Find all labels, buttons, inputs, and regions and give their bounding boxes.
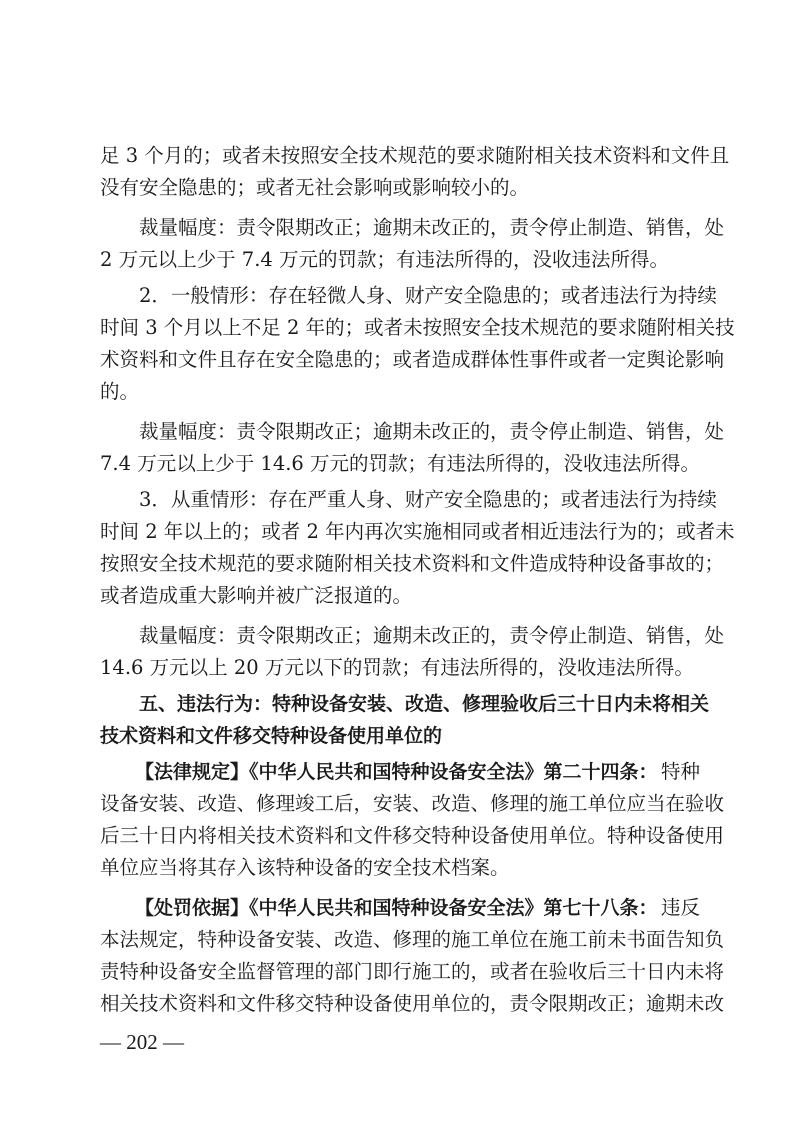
body-line: 后三十日内将相关技术资料和文件移交特种设备使用单位。特种设备使用 bbox=[100, 824, 725, 847]
penalty-basis-text: 违反 bbox=[660, 896, 700, 919]
body-line: 设备安装、改造、修理竣工后，安装、改造、修理的施工单位应当在验收 bbox=[100, 792, 725, 815]
body-line: 的。 bbox=[100, 380, 140, 403]
body-line: 时间 2 年以上的；或者 2 年内再次实施相同或者相近违法行为的；或者未 bbox=[100, 520, 735, 543]
body-line: 足 3 个月的；或者未按照安全技术规范的要求随附相关技术资料和文件且 bbox=[100, 144, 730, 167]
section-heading: 五、违法行为：特种设备安装、改造、修理验收后三十日内未将相关 bbox=[139, 693, 710, 715]
body-line: 单位应当将其存入该特种设备的安全技术档案。 bbox=[100, 856, 510, 879]
penalty-basis-line bbox=[135, 894, 700, 922]
body-line: 按照安全技术规范的要求随附相关技术资料和文件造成特种设备事故的； bbox=[100, 552, 725, 575]
page-number: — 202 — bbox=[100, 1030, 184, 1054]
body-line: 没有安全隐患的；或者无社会影响或影响较小的。 bbox=[100, 176, 530, 199]
body-line: 裁量幅度：责令限期改正；逾期未改正的，责令停止制造、销售，处 bbox=[139, 420, 725, 443]
body-line: 术资料和文件且存在安全隐患的；或者造成群体性事件或者一定舆论影响 bbox=[100, 348, 725, 371]
body-line: 2．一般情形：存在轻微人身、财产安全隐患的；或者违法行为持续 bbox=[139, 284, 717, 307]
law-provision-heading: 【法律规定】《中华人民共和国特种设备安全法》第二十四条： bbox=[135, 761, 658, 783]
law-provision-line bbox=[135, 758, 700, 786]
section-heading: 技术资料和文件移交特种设备使用单位的 bbox=[100, 725, 443, 747]
body-line: 时间 3 个月以上不足 2 年的；或者未按照安全技术规范的要求随附相关技 bbox=[100, 316, 735, 339]
body-line: 相关技术资料和文件移交特种设备使用单位的，责令限期改正；逾期未改 bbox=[100, 992, 725, 1015]
body-line: 责特种设备安全监督管理的部门即行施工的，或者在验收后三十日内未将 bbox=[100, 960, 725, 983]
body-line: 3．从重情形：存在严重人身、财产安全隐患的；或者违法行为持续 bbox=[139, 488, 717, 511]
body-line: 2 万元以上少于 7.4 万元的罚款；有违法所得的，没收违法所得。 bbox=[100, 248, 670, 271]
penalty-basis-heading: 【处罚依据】《中华人民共和国特种设备安全法》第七十八条： bbox=[135, 897, 658, 919]
body-line: 本法规定，特种设备安装、改造、修理的施工单位在施工前未书面告知负 bbox=[100, 928, 725, 951]
body-line: 裁量幅度：责令限期改正；逾期未改正的，责令停止制造、销售，处 bbox=[139, 624, 725, 647]
body-line: 14.6 万元以上 20 万元以下的罚款；有违法所得的，没收违法所得。 bbox=[100, 656, 694, 679]
body-line: 7.4 万元以上少于 14.6 万元的罚款；有违法所得的，没收违法所得。 bbox=[100, 452, 701, 475]
body-line: 或者造成重大影响并被广泛报道的。 bbox=[100, 584, 413, 607]
body-line: 裁量幅度：责令限期改正；逾期未改正的，责令停止制造、销售，处 bbox=[139, 216, 725, 239]
law-provision-text: 特种 bbox=[660, 760, 700, 783]
